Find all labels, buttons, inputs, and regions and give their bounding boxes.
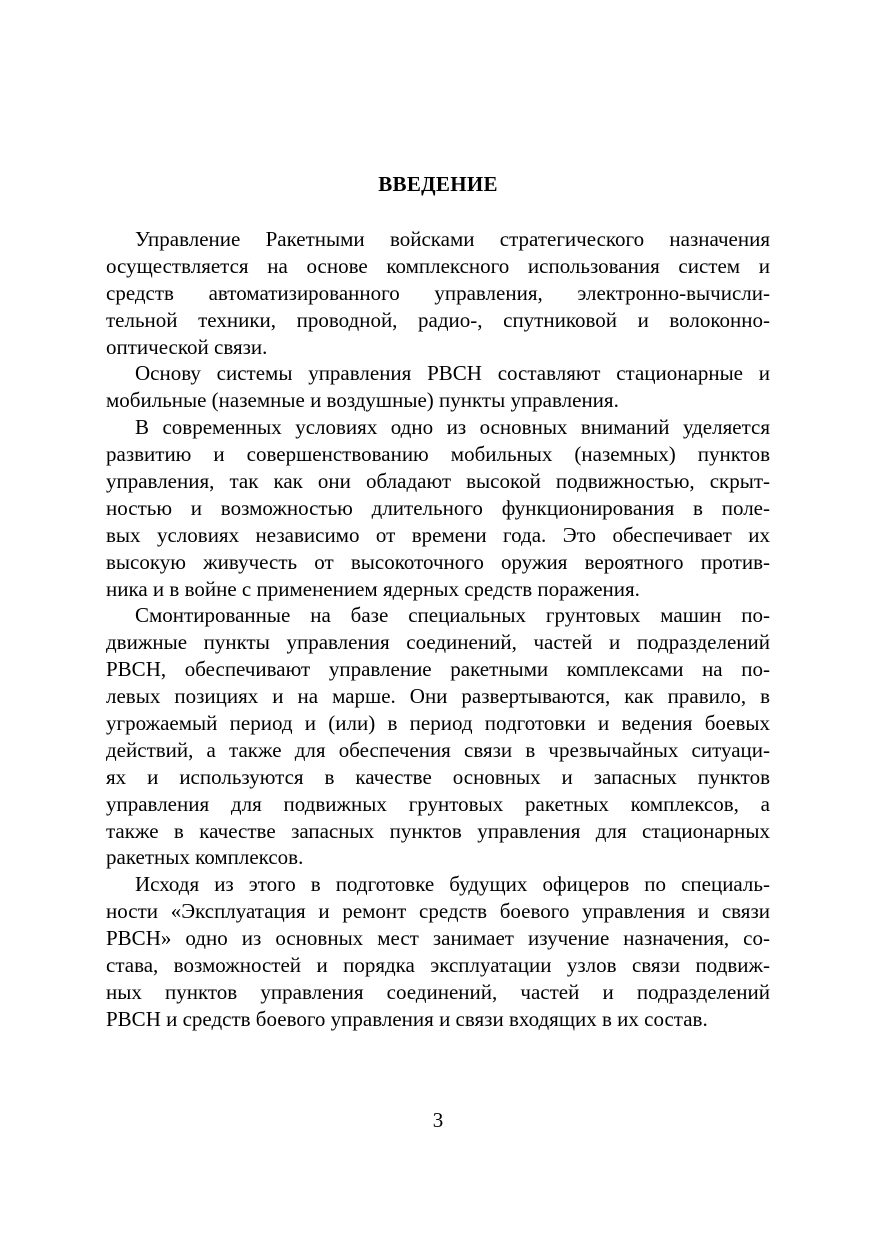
text-line: В современных условиях одно из основных вниманий уделяется (135, 415, 770, 440)
text-line: осуществляется на основе комплексного использования систем и (106, 253, 770, 278)
text-line: действий, а также для обеспечения связи в чрезвычайных ситуаци- (106, 737, 770, 762)
paragraph (106, 871, 770, 1032)
text-line: РВСН, обеспечивают управление ракетными комплексами на по- (106, 657, 770, 682)
text-line: угрожаемый период и (или) в период подготовки и ведения боевых (106, 711, 770, 736)
text-line: РВСН и средств боевого управления и связи входящих в их состав. (106, 1006, 708, 1031)
text-line: Смонтированные на базе специальных грунтовых машин по- (135, 603, 770, 628)
text-line: Исходя из этого в подготовке будущих офицеров по специаль- (135, 872, 770, 897)
text-line: става, возможностей и порядка эксплуатации узлов связи подвиж- (106, 953, 770, 978)
text-line: управления для подвижных грунтовых ракетных комплексов, а (106, 791, 770, 816)
paragraph (106, 414, 770, 602)
text-line: ностью и возможностью длительного функционирования в поле- (106, 495, 770, 520)
text-line: РВСН» одно из основных мест занимает изучение назначения, со- (106, 926, 770, 951)
text-line: Управление Ракетными войсками стратегического назначения (135, 227, 770, 251)
paragraph (106, 602, 770, 871)
text-line: ракетных комплексов. (106, 845, 304, 870)
text-line: управления, так как они обладают высокой подвижностью, скрыт- (106, 469, 770, 494)
text-line: высокую живучесть от высокоточного оружия вероятного против- (106, 549, 770, 574)
text-line: оптической связи. (106, 334, 268, 359)
text-line: тельной техники, проводной, радио-, спутниковой и волоконно- (106, 307, 770, 332)
page-number: 3 (432, 1108, 444, 1132)
text-line: Основу системы управления РВСН составляют стационарные и (135, 361, 770, 386)
body-text (106, 226, 770, 1033)
text-line: средств автоматизированного управления, электронно-вычисли- (106, 280, 770, 305)
text-line: ника и в войне с применением ядерных средств поражения. (106, 576, 640, 601)
text-line: ных пунктов управления соединений, частей и подразделений (106, 979, 770, 1004)
paragraph (106, 226, 770, 360)
text-line: также в качестве запасных пунктов управления для стационарных (106, 818, 770, 843)
text-line: ях и используются в качестве основных и запасных пунктов (106, 764, 770, 789)
page-title: ВВЕДЕНИЕ (378, 172, 498, 196)
text-line: мобильные (наземные и воздушные) пункты управления. (106, 388, 619, 413)
text-line: ности «Эксплуатация и ремонт средств боевого управления и связи (106, 899, 770, 924)
paragraph (106, 360, 770, 414)
text-line: движные пункты управления соединений, частей и подразделений (106, 630, 770, 655)
text-line: вых условиях независимо от времени года. Это обеспечивает их (106, 522, 770, 547)
text-line: развитию и совершенствованию мобильных (наземных) пунктов (106, 442, 770, 467)
text-line: левых позициях и на марше. Они развертываются, как правило, в (106, 684, 770, 709)
